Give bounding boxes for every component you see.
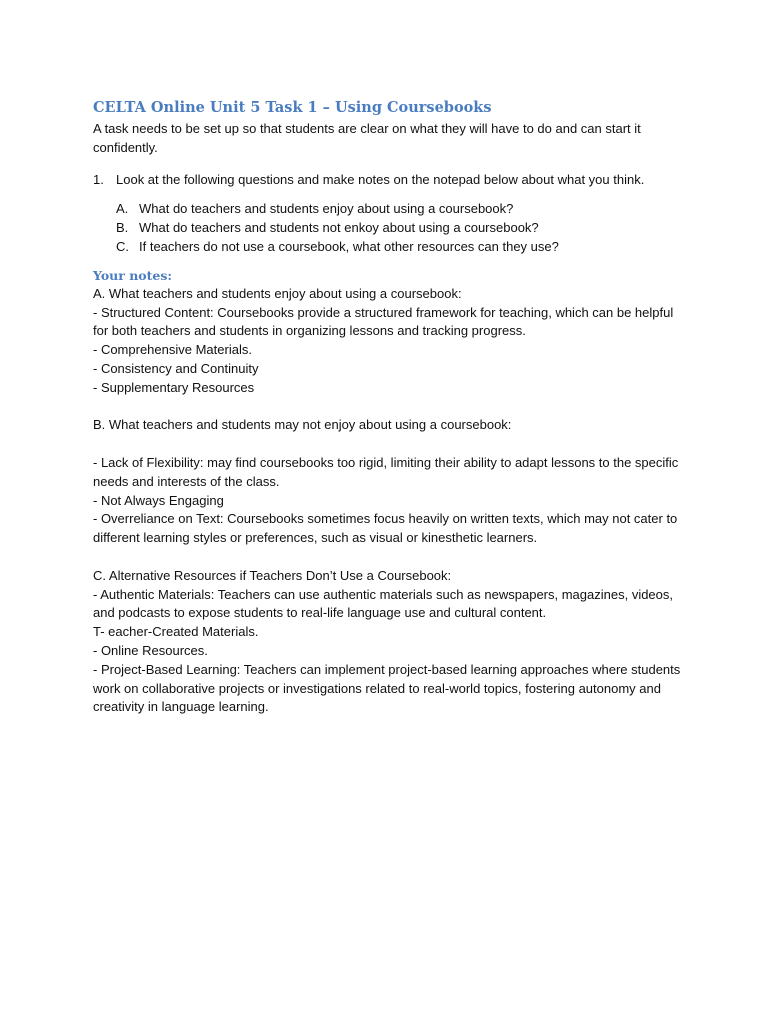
notes-a-item: - Supplementary Resources <box>93 379 255 395</box>
notes-c-item: - Project-Based Learning: Teachers can implement project-based learning approaches where students work on collaborative projects or investigations related to real-world topics, fostering autonomy and creativity in language learning. <box>93 661 681 715</box>
question-text: Look at the following questions and make notes on the notepad below about what you think. <box>116 171 645 187</box>
sub-question-text: What do teachers and students enjoy about using a coursebook? <box>139 201 514 217</box>
notes-section <box>93 267 683 717</box>
sub-question-text: What do teachers and students not enkoy about using a coursebook? <box>139 220 539 236</box>
notes-a-heading: A. What teachers and students enjoy about using a coursebook: <box>93 285 462 301</box>
notes-b-heading: B. What teachers and students may not enjoy about using a coursebook: <box>93 417 512 433</box>
sub-question-list <box>93 200 683 256</box>
paragraph-gap <box>93 398 683 417</box>
notes-c-item: - Online Resources. <box>93 642 208 658</box>
intro-paragraph: A task needs to be set up so that students are clear on what they will have to do and can start it confidently. <box>93 121 641 155</box>
question-number: 1. <box>93 171 104 187</box>
sub-question-letter: B. <box>116 220 129 236</box>
question-1 <box>93 171 683 190</box>
page-title: CELTA Online Unit 5 Task 1 – Using Coursebooks <box>93 99 492 116</box>
sub-question-b <box>116 219 683 238</box>
notes-c-item: T- eacher-Created Materials. <box>93 624 259 640</box>
notes-b-item: - Lack of Flexibility: may find coursebooks too rigid, limiting their ability to adapt lessons to the specific needs and interests of the class. <box>93 454 679 489</box>
sub-question-c <box>116 238 683 257</box>
sub-question-text: If teachers do not use a coursebook, what other resources can they use? <box>139 238 559 254</box>
notes-heading: Your notes: <box>93 267 173 283</box>
notes-b-item: - Overreliance on Text: Coursebooks sometimes focus heavily on written texts, which may not cater to different learning styles or preferences, such as visual or kinesthetic learners. <box>93 511 678 546</box>
sub-question-letter: C. <box>116 238 129 254</box>
notes-a-item: - Consistency and Continuity <box>93 360 259 376</box>
notes-c-item: - Authentic Materials: Teachers can use authentic materials such as newspapers, magazines, videos, and podcasts to expose students to real-life language use and cultural content. <box>93 586 674 621</box>
paragraph-gap <box>93 435 683 454</box>
paragraph-gap <box>93 548 683 567</box>
sub-question-a <box>116 200 683 219</box>
notes-b-item: - Not Always Engaging <box>93 492 224 508</box>
notes-a-item: - Comprehensive Materials. <box>93 342 252 358</box>
notes-a-item: - Structured Content: Coursebooks provide a structured framework for teaching, which can be helpful for both teachers and students in organizing lessons and tracking progress. <box>93 304 674 339</box>
document-page <box>93 98 683 717</box>
notes-c-heading: C. Alternative Resources if Teachers Don’t Use a Coursebook: <box>93 567 452 583</box>
sub-question-letter: A. <box>116 201 129 217</box>
